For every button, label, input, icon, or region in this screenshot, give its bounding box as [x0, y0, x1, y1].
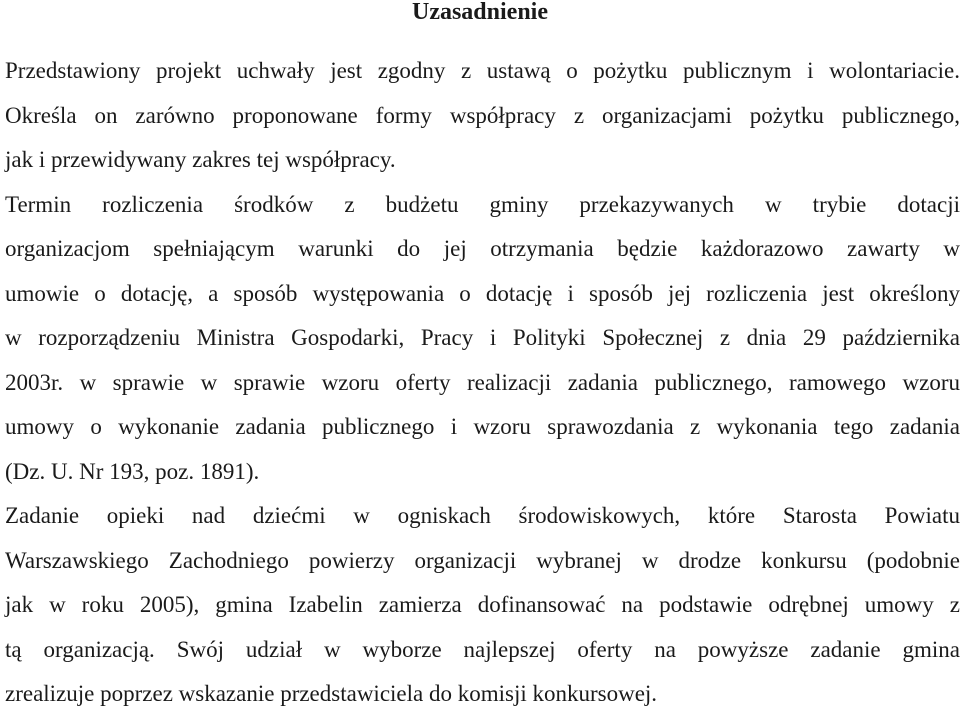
document-body: [5, 49, 960, 717]
text-line: zrealizuje poprzez wskazanie przedstawiciela do komisji konkursowej.: [5, 681, 658, 706]
text-line: (Dz. U. Nr 193, poz. 1891).: [5, 458, 260, 484]
text-line: umowie o dotację, a sposób występowania o dotację i sposób jej rozliczenia jest określony: [5, 280, 960, 306]
text-line: tą organizacją. Swój udział w wyborze najlepszej oferty na powyższe zadanie gmina: [5, 636, 960, 662]
text-line: Określa on zarówno proponowane formy współpracy z organizacjami pożytku publicznego,: [5, 102, 960, 128]
text-line: Termin rozliczenia środków z budżetu gminy przekazywanych w trybie dotacji: [5, 191, 960, 217]
text-line: Warszawskiego Zachodniego powierzy organizacji wybranej w drodze konkursu (podobnie: [5, 547, 960, 573]
text-line: jak i przewidywany zakres tej współpracy.: [5, 147, 396, 172]
text-line: 2003r. w sprawie w sprawie wzoru oferty realizacji zadania publicznego, ramowego wzoru: [5, 369, 960, 395]
text-line: organizacjom spełniającym warunki do jej otrzymania będzie każdorazowo zawarty w: [5, 236, 960, 261]
text-line: Przedstawiony projekt uchwały jest zgodny z ustawą o pożytku publicznym i wolontariacie.: [5, 58, 960, 83]
text-line: jak w roku 2005), gmina Izabelin zamierza dofinansować na podstawie odrębnej umowy z: [5, 592, 960, 617]
text-line: w rozporządzeniu Ministra Gospodarki, Pracy i Polityki Społecznej z dnia 29 października: [5, 325, 960, 350]
text-line: Zadanie opieki nad dziećmi w ogniskach środowiskowych, które Starosta Powiatu: [5, 503, 960, 528]
text-line: umowy o wykonanie zadania publicznego i wzoru sprawozdania z wykonania tego zadania: [5, 414, 960, 439]
document-title: Uzasadnienie: [411, 0, 548, 25]
